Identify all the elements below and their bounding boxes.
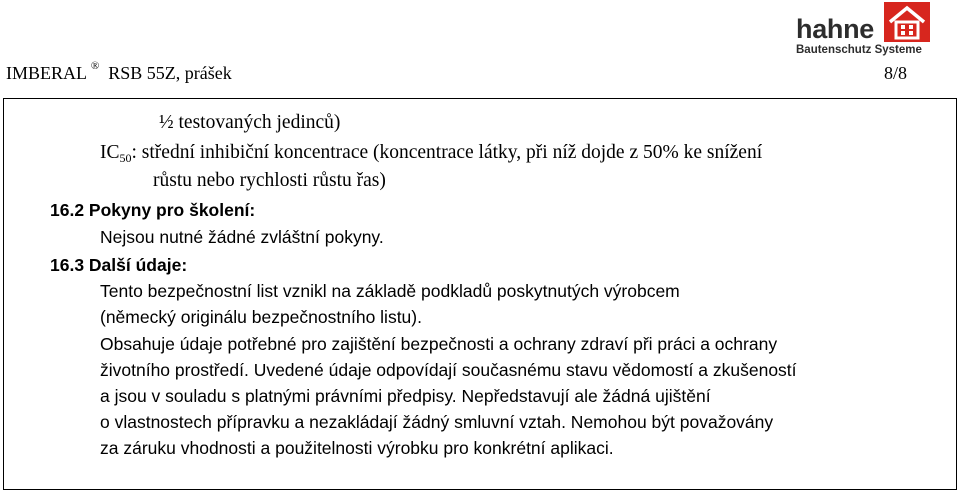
document-header	[6, 60, 232, 84]
ic-text: : střední inhibiční koncentrace (koncentrace látky, při níž dojde z 50% ke snížení	[131, 142, 763, 163]
paragraph-line: a jsou v souladu s platnými právními předpisy. Nepředstavují ale žádná ujištění	[100, 386, 711, 406]
paragraph-line: (německý originálu bezpečnostního listu).	[100, 307, 422, 327]
section-16-2-text: Nejsou nutné žádné zvláštní pokyny.	[100, 227, 384, 247]
section-16-3-title: 16.3 Další údaje:	[50, 255, 188, 275]
logo-tagline: Bautenschutz Systeme	[796, 44, 922, 56]
company-logo	[790, 0, 960, 62]
paragraph-line: o vlastnostech přípravku a nezakládají žádný smluvní vztah. Nemohou být považovány	[100, 412, 774, 432]
page-number: 8/8	[884, 63, 908, 83]
product-name: IMBERAL	[6, 63, 87, 83]
registered-mark: ®	[90, 60, 100, 72]
ic-subscript: 50	[119, 151, 132, 165]
paragraph-line: Obsahuje údaje potřebné pro zajištění bezpečnosti a ochrany zdraví při práci a ochrany	[100, 334, 778, 354]
ic50-definition	[100, 142, 762, 165]
text-line: ½ testovaných jedinců)	[159, 112, 341, 133]
house-logo-icon	[884, 2, 930, 42]
ic-abbrev: IC	[100, 142, 120, 163]
paragraph-line: Tento bezpečnostní list vznikl na základě podkladů poskytnutých výrobcem	[100, 281, 680, 301]
logo-brand: hahne	[796, 14, 875, 44]
paragraph-line: za záruku vhodnosti a použitelnosti výrobku pro konkrétní aplikaci.	[100, 438, 614, 458]
text-line: růstu nebo rychlosti růstu řas)	[153, 170, 386, 191]
paragraph-line: životního prostředí. Uvedené údaje odpovídají současnému stavu vědomostí a zkušeností	[100, 360, 797, 380]
product-variant: RSB 55Z, prášek	[108, 63, 232, 83]
section-16-2-title: 16.2 Pokyny pro školení:	[50, 200, 256, 220]
